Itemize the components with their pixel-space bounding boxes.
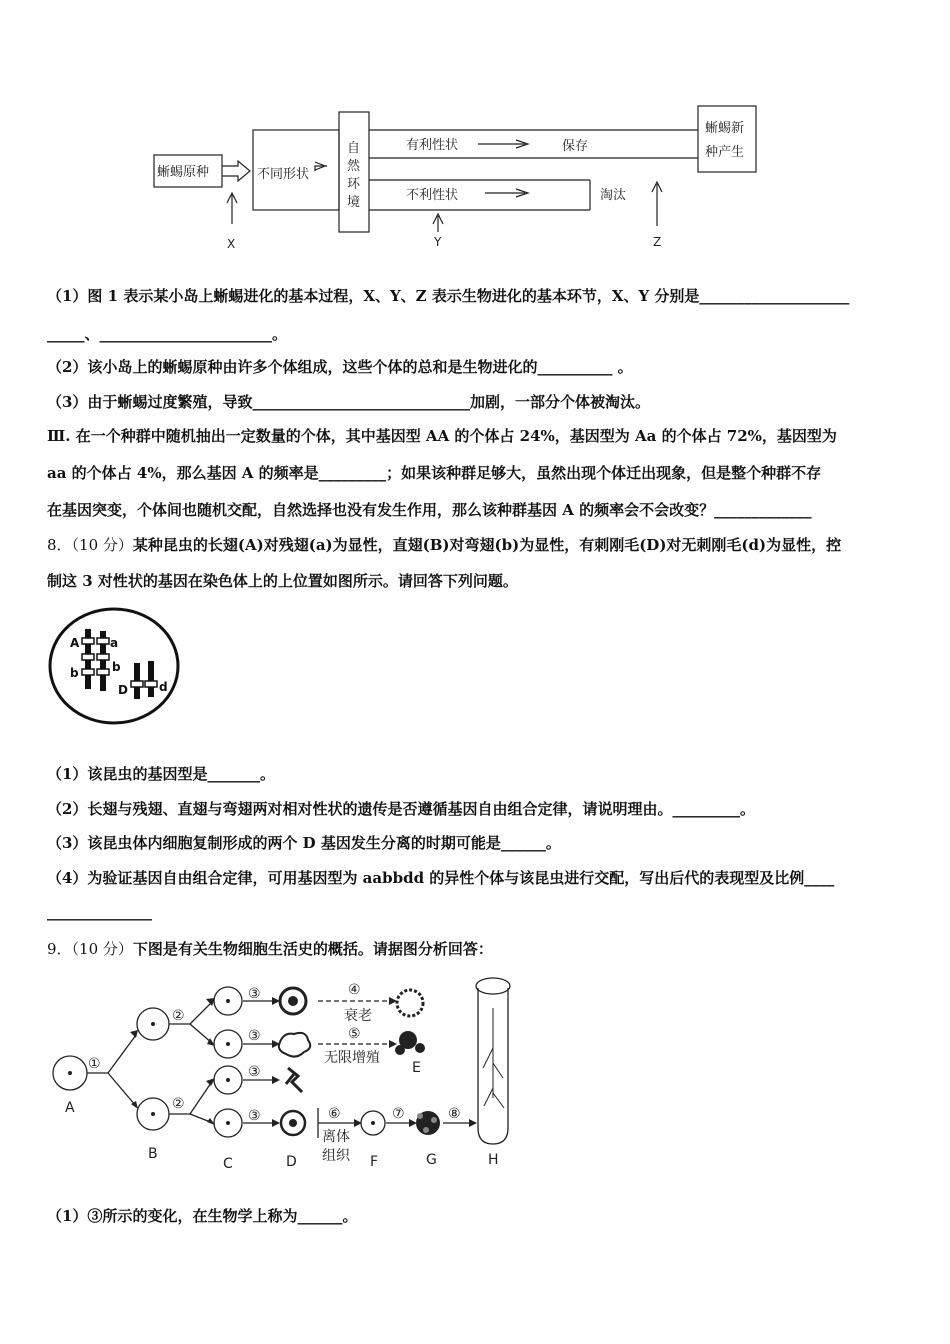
- q8-sub-2: （2）长翅与残翅、直翅与弯翅两对相对性状的遗传是否遵循基因自由组合定律，请说明理由。_________。: [47, 800, 755, 818]
- aged-cell: [397, 990, 423, 1016]
- q7-line-6: aa 的个体占 4%，那么基因 A 的频率是_________；如果该种群足够大，虽然出现个体迁出现象，但是整个种群不存: [47, 464, 822, 482]
- gene-b-left: b: [70, 666, 79, 680]
- label-B: B: [148, 1146, 158, 1162]
- q8-line-2: 制这 3 对性状的基因在染色体上的上位置如图所示。请回答下列问题。: [47, 572, 518, 590]
- q7-line-1: （1）图 1 表示某小岛上蜥蜴进化的基本过程，X、Y、Z 表示生物进化的基本环节，X、Y 分别是____________________: [47, 287, 850, 305]
- lizard-evolution-diagram: [140, 100, 780, 260]
- q7-line-5: Ⅲ. 在一个种群中随机抽出一定数量的个体，其中基因型 AA 的个体占 24%，基因型为 Aa 的个体占 72%，基因型为: [47, 427, 837, 445]
- q8-sub-1: （1）该昆虫的基因型是_______。: [47, 765, 275, 783]
- isolated-label-2: 组织: [322, 1148, 350, 1164]
- q8-sub-4b: ______________: [47, 903, 152, 921]
- label-y: Y: [434, 235, 442, 249]
- preserve-label: 保存: [562, 139, 589, 154]
- step-3b: ③: [248, 1028, 261, 1044]
- q9-sub-1: （1）③所示的变化，在生物学上称为______。: [47, 1207, 358, 1225]
- differentiated-cell-3: [286, 1068, 302, 1092]
- gene-D: D: [118, 683, 128, 697]
- label-F: F: [370, 1154, 379, 1170]
- label-A: A: [65, 1100, 75, 1116]
- q7-line-2: _____、_______________________。: [47, 325, 288, 343]
- traits-label: 不同形状: [257, 167, 310, 182]
- gene-a: a: [110, 636, 119, 650]
- step-2a: ②: [172, 1008, 185, 1024]
- hollow-arrow-icon: [222, 161, 250, 181]
- new-species-line2: 种产生: [705, 145, 745, 160]
- q9-line-1: [47, 939, 907, 959]
- q8-number: 8．（10 分）: [47, 536, 133, 554]
- chromosome-diagram: [48, 605, 183, 730]
- label-C: C: [223, 1156, 233, 1172]
- q8-sub-3: （3）该昆虫体内细胞复制形成的两个 D 基因发生分离的时期可能是______。: [47, 834, 561, 852]
- step-2b: ②: [172, 1096, 185, 1112]
- step-1: ①: [88, 1056, 101, 1072]
- q7-line-3: （2）该小岛上的蜥蜴原种由许多个体组成，这些个体的总和是生物进化的__________ 。: [47, 358, 633, 376]
- q8-text-1: 某种昆虫的长翅(A)对残翅(a)为显性，直翅(B)对弯翅(b)为显性，有刺刚毛(D)对无刺刚毛(d)为显性，控: [132, 536, 842, 554]
- arrow-icon: [315, 166, 327, 171]
- label-D: D: [286, 1154, 297, 1170]
- step-4: ④: [348, 982, 361, 998]
- step-3c: ③: [248, 1064, 261, 1080]
- step-8: ⑧: [448, 1106, 461, 1122]
- step-6: ⑥: [328, 1106, 341, 1122]
- original-species-label: 蜥蜴原种: [157, 165, 210, 180]
- step-5: ⑤: [348, 1026, 361, 1042]
- label-x: X: [227, 237, 236, 251]
- chromosome-4: [148, 661, 154, 697]
- gene-A: A: [70, 636, 80, 650]
- q7-line-7: 在基因突变，个体间也随机交配，自然选择也没有发生作用，那么该种群基因 A 的频率会不会改变？_____________: [47, 501, 812, 519]
- eliminate-label: 淘汰: [600, 188, 627, 203]
- gene-b-right: b: [112, 660, 121, 674]
- q9-title: 下图是有关生物细胞生活史的概括。请据图分析回答：: [132, 940, 493, 958]
- step-3d: ③: [248, 1108, 261, 1124]
- gene-d: d: [159, 680, 168, 694]
- cell-life-history-diagram: [48, 968, 518, 1178]
- env-char-1: 自: [347, 141, 361, 156]
- label-z: Z: [653, 235, 662, 249]
- favorable-traits-label: 有利性状: [406, 138, 459, 153]
- step-3a: ③: [248, 986, 261, 1002]
- env-char-3: 环: [347, 177, 361, 192]
- isolated-label-1: 离体: [322, 1129, 350, 1145]
- unfavorable-traits-label: 不利性状: [406, 188, 459, 203]
- q8-sub-4a: （4）为验证基因自由组合定律，可用基因型为 aabbdd 的异性个体与该昆虫进行交配，写出后代的表现型及比例____: [47, 869, 835, 887]
- env-char-2: 然: [347, 159, 361, 174]
- new-species-line1: 蜥蜴新: [705, 121, 745, 136]
- step-7: ⑦: [392, 1106, 405, 1122]
- label-E: E: [412, 1060, 421, 1076]
- new-species-box: [698, 106, 756, 172]
- label-H: H: [488, 1152, 499, 1168]
- q8-line-1: [47, 535, 907, 555]
- proliferation-label: 无限增殖: [324, 1050, 380, 1066]
- env-char-4: 境: [347, 195, 361, 210]
- q7-line-4: （3）由于蜥蜴过度繁殖，导致_____________________________加剧，一部分个体被淘汰。: [47, 393, 650, 411]
- label-G: G: [426, 1152, 437, 1168]
- q9-number: 9．（10 分）: [47, 940, 133, 958]
- differentiated-cell-2: [279, 1033, 310, 1057]
- aging-label: 衰老: [344, 1008, 372, 1024]
